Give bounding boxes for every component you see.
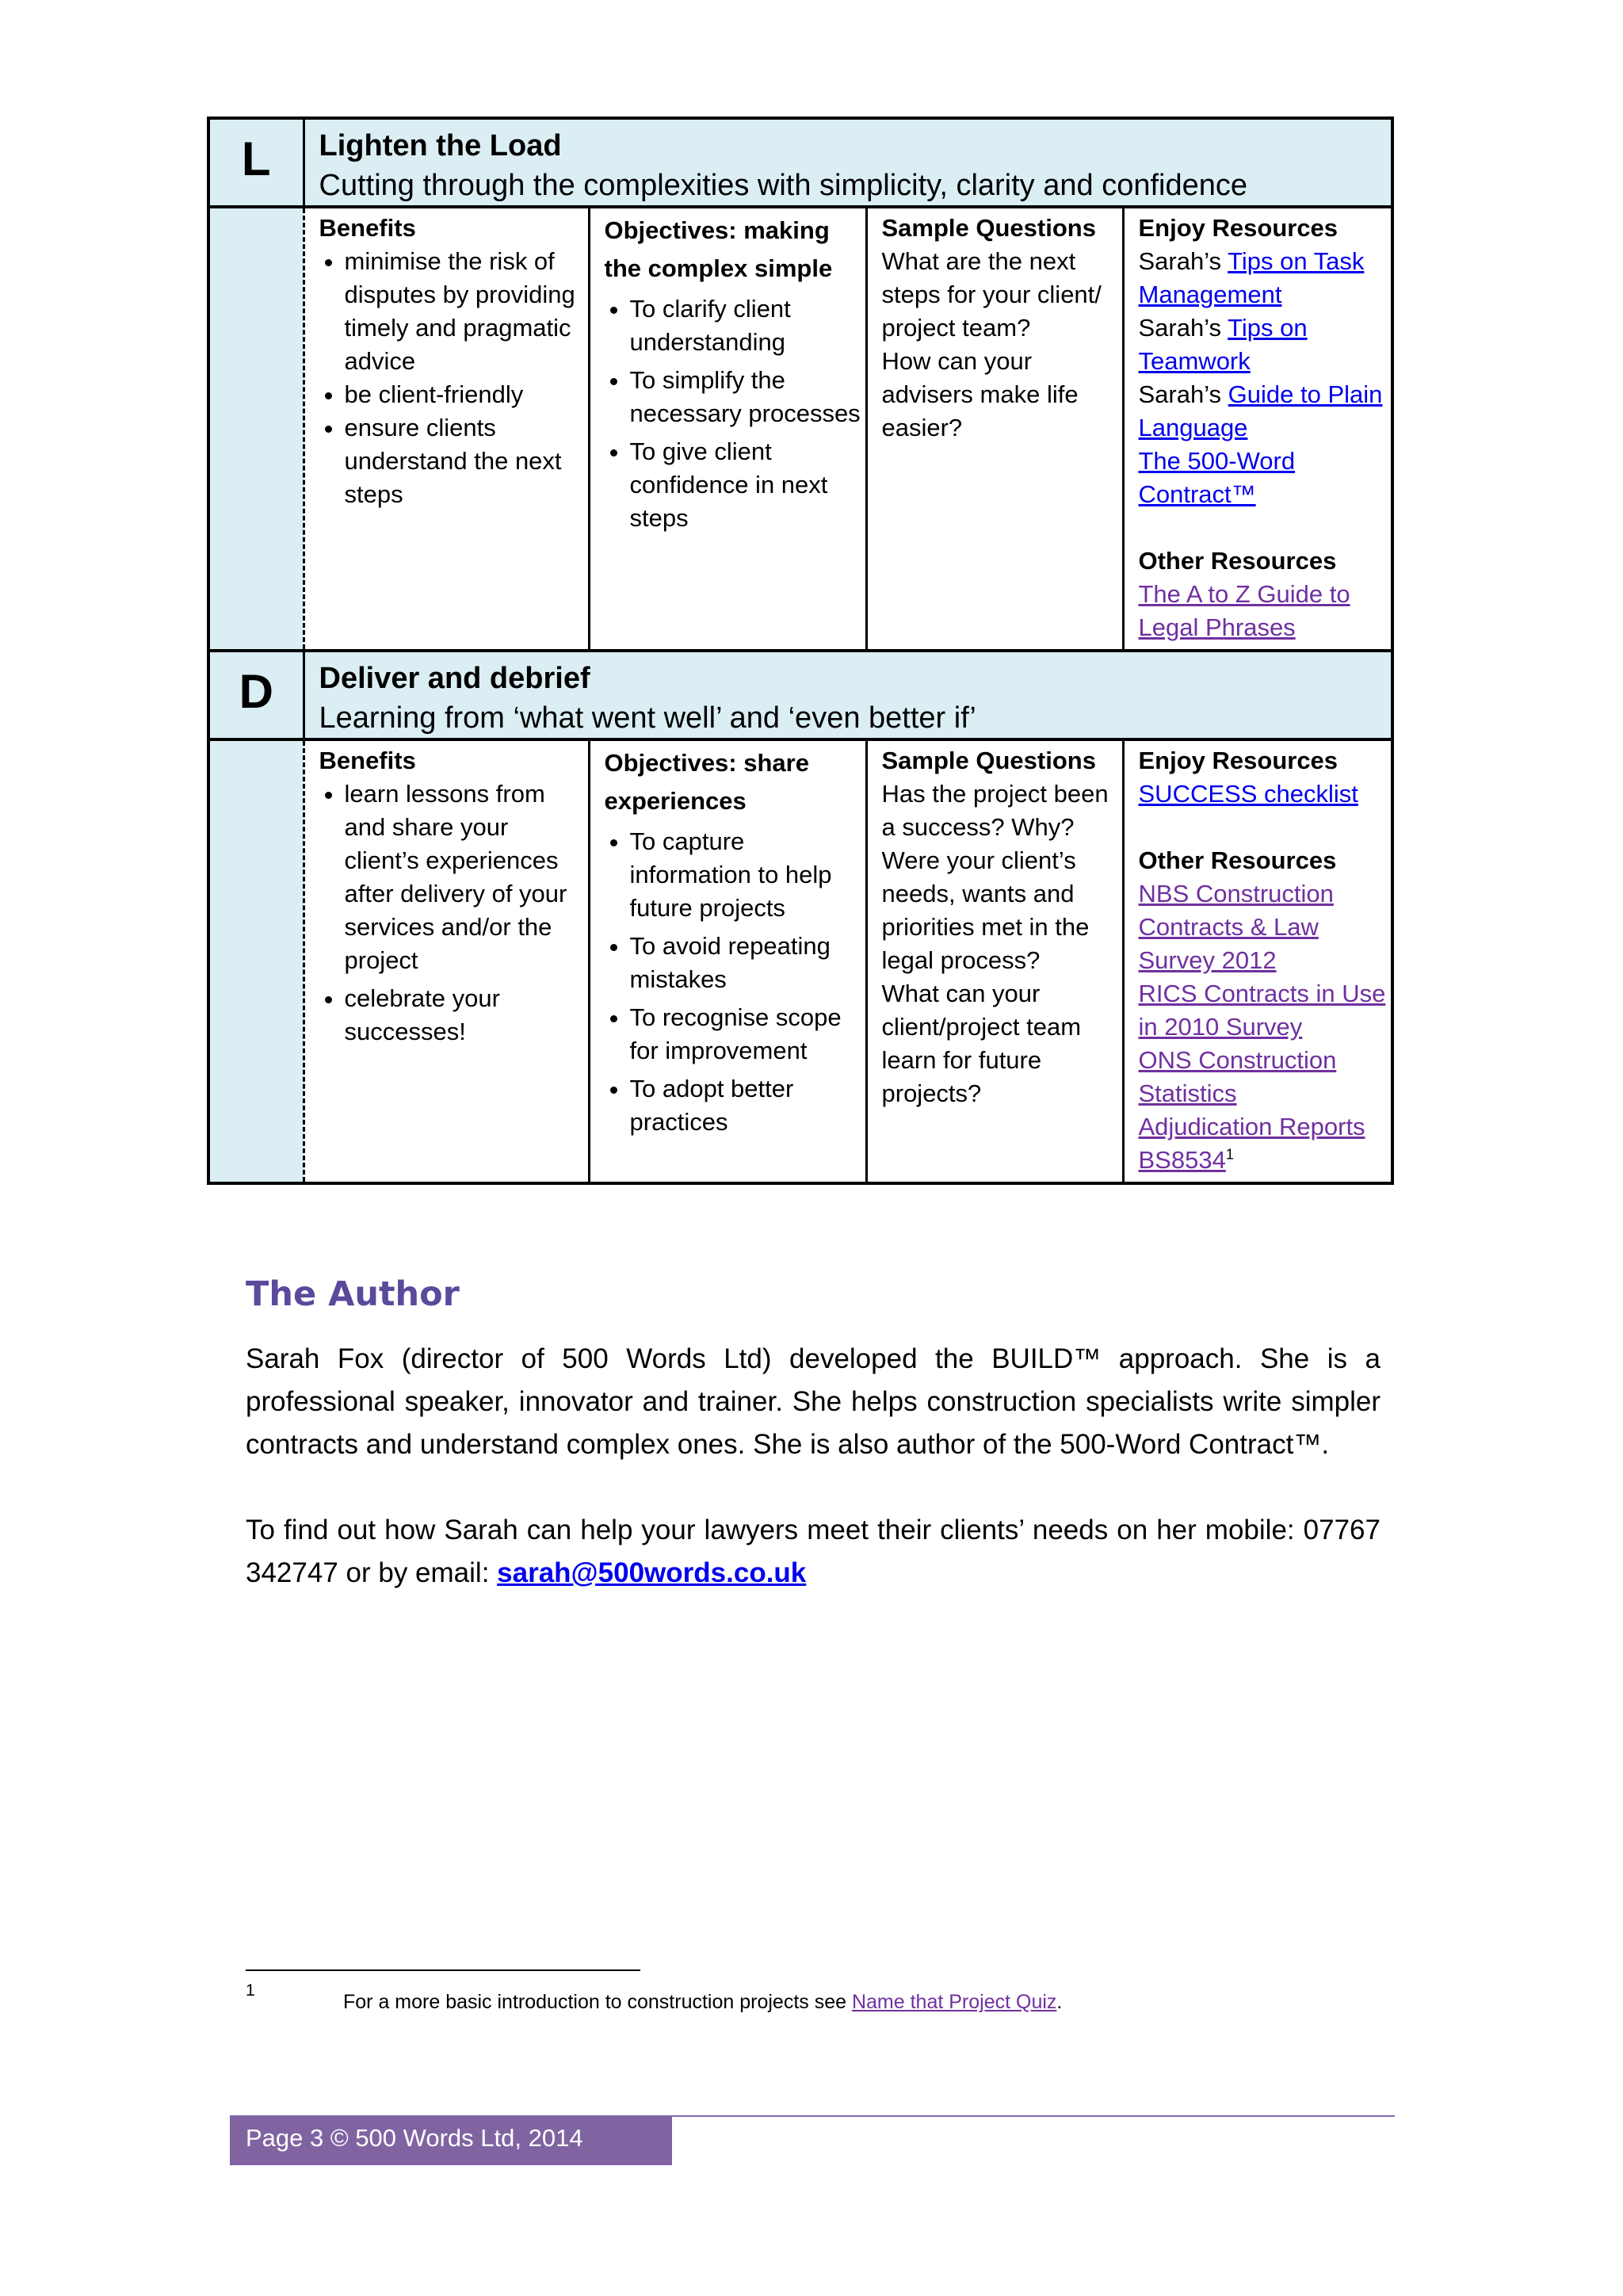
resource-link[interactable]: The 500-Word Contract™ xyxy=(1138,447,1296,508)
footnote-number: 1 xyxy=(246,1981,255,2000)
list-item: • minimise the risk of disputes by providing timely and pragmatic advice xyxy=(345,245,588,378)
resources-cell xyxy=(1123,207,1392,651)
benefits-list xyxy=(319,245,588,511)
list-item: • ensure clients understand the next steps xyxy=(345,411,588,511)
list-item: • To simplify the necessary processes xyxy=(630,364,865,430)
contact-paragraph xyxy=(246,1509,1381,1595)
row-d-body xyxy=(208,739,1392,1183)
list-item: • To capture information to help future projects xyxy=(630,825,865,925)
list-item: • be client-friendly xyxy=(345,378,588,411)
benefits-heading: Benefits xyxy=(319,214,416,242)
row-heading xyxy=(304,651,1392,739)
question-text: How can your advisers make life easier? xyxy=(881,347,1079,441)
row-letter: L xyxy=(208,118,304,207)
resource-link[interactable]: Adjudication Reports xyxy=(1138,1113,1365,1140)
benefits-cell xyxy=(304,739,589,1183)
resource-prefix: Sarah’s xyxy=(1138,380,1228,408)
resource-prefix: Sarah’s xyxy=(1138,314,1228,342)
list-item: • To avoid repeating mistakes xyxy=(630,930,865,996)
row-l-header xyxy=(208,118,1392,207)
author-heading: The Author xyxy=(246,1274,460,1314)
resource-item xyxy=(1139,445,1392,511)
resource-link[interactable]: The A to Z Guide to Legal Phrases xyxy=(1138,580,1350,641)
letter-spacer xyxy=(208,207,304,651)
author-bio: Sarah Fox (director of 500 Words Ltd) developed the BUILD™ approach. She is a professional speaker, innovator and trainer. She helps construction specialists write simpler contracts and understand complex ones. She is also author of the 500-Word Contract™. xyxy=(246,1343,1381,1460)
question-text: Has the project been a success? Why? xyxy=(881,780,1109,841)
row-title: Lighten the Load xyxy=(319,129,562,162)
resource-link[interactable]: NBS Construction Contracts & Law Survey 2012 xyxy=(1138,880,1334,974)
resource-link[interactable]: RICS Contracts in Use in 2010 Survey xyxy=(1138,980,1386,1041)
list-item: • To give client confidence in next steps xyxy=(630,435,865,535)
objectives-list xyxy=(605,825,865,1139)
spacer xyxy=(1139,811,1392,844)
footnote-body: For a more basic introduction to construction projects see xyxy=(343,1991,852,2013)
page-footer: Page 3 © 500 Words Ltd, 2014 xyxy=(230,2116,672,2165)
footnote-text xyxy=(343,1991,1062,2014)
resource-link[interactable]: Guide to Plain Language xyxy=(1138,380,1383,441)
questions-cell xyxy=(866,739,1123,1183)
other-resources-heading: Other Resources xyxy=(1138,547,1337,575)
build-table xyxy=(207,117,1394,1185)
footnote-ref[interactable]: 1 xyxy=(1225,1146,1234,1163)
list-item: • To adopt better practices xyxy=(630,1072,865,1139)
footnote-end: . xyxy=(1056,1991,1063,2013)
row-letter: D xyxy=(208,651,304,739)
other-resources-heading: Other Resources xyxy=(1138,846,1337,874)
questions-heading: Sample Questions xyxy=(881,747,1096,774)
row-d-header xyxy=(208,651,1392,739)
spacer xyxy=(1139,511,1392,544)
resource-link[interactable]: ONS Construction Statistics xyxy=(1138,1046,1337,1107)
footnote-link[interactable]: Name that Project Quiz xyxy=(851,1991,1057,2013)
objectives-cell xyxy=(589,207,866,651)
questions-heading: Sample Questions xyxy=(881,214,1096,242)
resources-cell xyxy=(1123,739,1392,1183)
objectives-heading: Objectives: share experiences xyxy=(604,749,809,815)
resource-prefix: Sarah’s xyxy=(1138,247,1228,275)
benefits-cell xyxy=(304,207,589,651)
benefits-heading: Benefits xyxy=(319,747,416,774)
row-subtitle: Cutting through the complexities with simplicity, clarity and confidence xyxy=(319,169,1248,202)
enjoy-resources-heading: Enjoy Resources xyxy=(1138,747,1338,774)
question-text: What are the next steps for your client/ project team? xyxy=(881,247,1102,342)
resource-item xyxy=(1139,245,1392,311)
email-link[interactable]: sarah@500words.co.uk xyxy=(497,1557,807,1588)
question-text: What can your client/project team learn for future projects? xyxy=(881,980,1082,1107)
resource-link[interactable]: Tips on Task Management xyxy=(1138,247,1365,308)
row-l-body xyxy=(208,207,1392,651)
list-item: • To clarify client understanding xyxy=(630,292,865,359)
contact-text: To find out how Sarah can help your lawyers meet their clients’ needs on her mobile: 07767 342747 or by email: xyxy=(246,1515,1381,1588)
resource-link[interactable]: SUCCESS checklist xyxy=(1138,780,1358,808)
questions-cell xyxy=(866,207,1123,651)
list-item: • celebrate your successes! xyxy=(345,982,588,1049)
list-item: • To recognise scope for improvement xyxy=(630,1001,865,1068)
question-text: Were your client’s needs, wants and priorities met in the legal process? xyxy=(881,846,1090,974)
resource-link[interactable]: Tips on Teamwork xyxy=(1138,314,1308,375)
benefits-list xyxy=(319,777,588,1049)
objectives-heading: Objectives: making the complex simple xyxy=(604,216,833,282)
objectives-list xyxy=(605,292,865,535)
enjoy-resources-heading: Enjoy Resources xyxy=(1138,214,1338,242)
list-item: • learn lessons from and share your client’s experiences after delivery of your services and/or the project xyxy=(345,777,588,977)
resource-item xyxy=(1139,311,1392,378)
resource-link[interactable]: BS8534 xyxy=(1138,1146,1226,1174)
row-subtitle: Learning from ‘what went well’ and ‘even better if’ xyxy=(319,701,976,735)
resource-item xyxy=(1139,1144,1392,1177)
objectives-cell xyxy=(589,739,866,1183)
letter-spacer xyxy=(208,739,304,1183)
resource-item xyxy=(1139,378,1392,445)
row-title: Deliver and debrief xyxy=(319,662,590,695)
row-heading xyxy=(304,118,1392,207)
footnote-divider xyxy=(246,1969,640,1971)
